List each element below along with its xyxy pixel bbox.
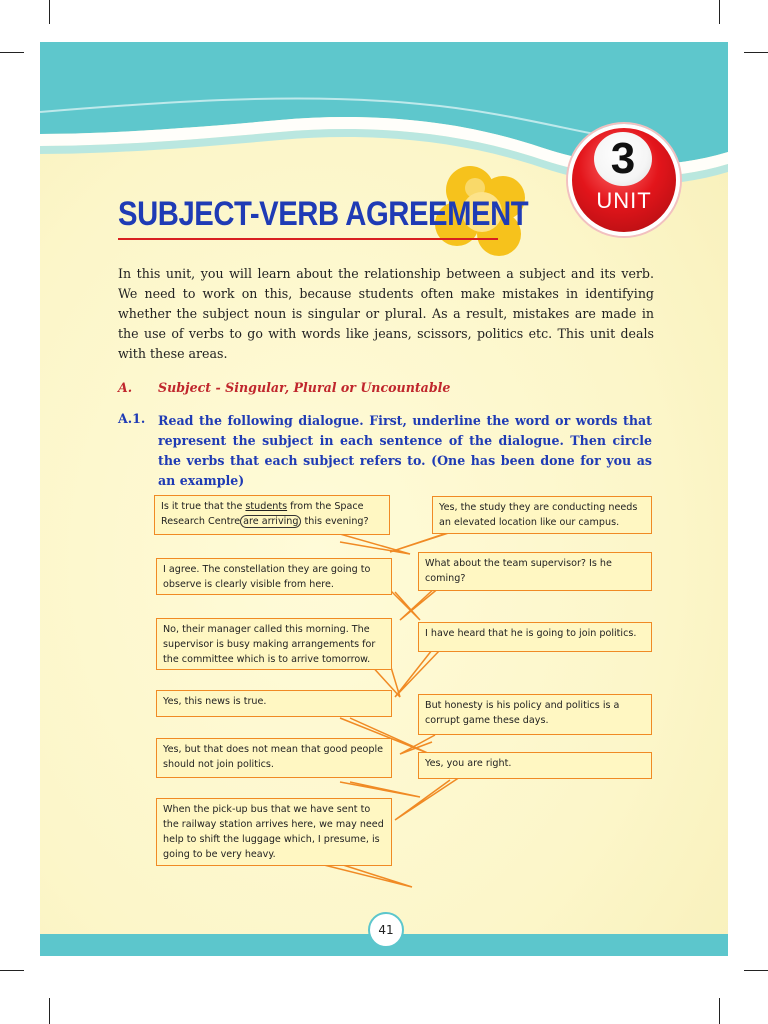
dialogue-bubble: Yes, you are right. bbox=[418, 752, 652, 779]
dialogue-bubble: When the pick-up bus that we have sent to the railway station arrives here, we may need help to shift the luggage which, I presume, is going to be very heavy. bbox=[156, 798, 392, 866]
textbook-page bbox=[40, 42, 728, 982]
intro-paragraph: In this unit, you will learn about the relationship between a subject and its verb. We need to work on this, because students often make mistakes in identifying whether the subject noun is singular or plural. As a result, mistakes are made in the use of verbs to go with words like jeans, scissors, politics etc. This unit deals with these areas. bbox=[118, 266, 654, 361]
bubble-text: Is it true that the bbox=[161, 501, 246, 512]
dialogue-bubble: Yes, the study they are conducting needs an elevated location like our campus. bbox=[432, 496, 652, 534]
exercise-instructions: Read the following dialogue. First, underline the word or words that represent the subject in each sentence of the dialogue. Then circle the verbs that each subject refers to. (One has been done for you as an example) bbox=[158, 413, 652, 488]
dialogue-bubble: Yes, this news is true. bbox=[156, 690, 392, 717]
dialogue-bubble: No, their manager called this morning. The supervisor is busy making arrangements for the committee which is to arrive tomorrow. bbox=[156, 618, 392, 670]
page-number: 41 bbox=[368, 912, 404, 948]
dialogue-bubble: What about the team supervisor? Is he coming? bbox=[418, 552, 652, 591]
exercise-number: A.1. bbox=[118, 411, 146, 426]
dialogue-bubble bbox=[154, 495, 390, 535]
dialogue-bubble: Yes, but that does not mean that good people should not join politics. bbox=[156, 738, 392, 778]
subject-underlined: students bbox=[245, 501, 288, 512]
page-title: SUBJECT-VERB AGREEMENT bbox=[118, 195, 529, 233]
bubble-text: this evening? bbox=[301, 516, 369, 527]
dialogue-bubble: I agree. The constellation they are going to observe is clearly visible from here. bbox=[156, 558, 392, 595]
crop-mark bbox=[744, 970, 768, 971]
dialogue-bubble: I have heard that he is going to join politics. bbox=[418, 622, 652, 652]
crop-mark bbox=[0, 52, 24, 53]
unit-label: UNIT bbox=[596, 188, 652, 213]
section-a-title: Subject - Singular, Plural or Uncountable bbox=[158, 380, 451, 395]
section-a-letter: A. bbox=[118, 380, 133, 395]
crop-mark bbox=[719, 998, 720, 1024]
bubble-text: from the Space Research Centre bbox=[161, 501, 364, 527]
crop-mark bbox=[0, 970, 24, 971]
verb-circled: are arriving bbox=[240, 515, 301, 528]
footer-margin bbox=[40, 956, 728, 982]
crop-mark bbox=[744, 52, 768, 53]
crop-mark bbox=[49, 0, 50, 24]
dialogue-bubble: But honesty is his policy and politics is a corrupt game these days. bbox=[418, 694, 652, 735]
crop-mark bbox=[719, 0, 720, 24]
crop-mark bbox=[49, 998, 50, 1024]
unit-number: 3 bbox=[610, 134, 636, 183]
